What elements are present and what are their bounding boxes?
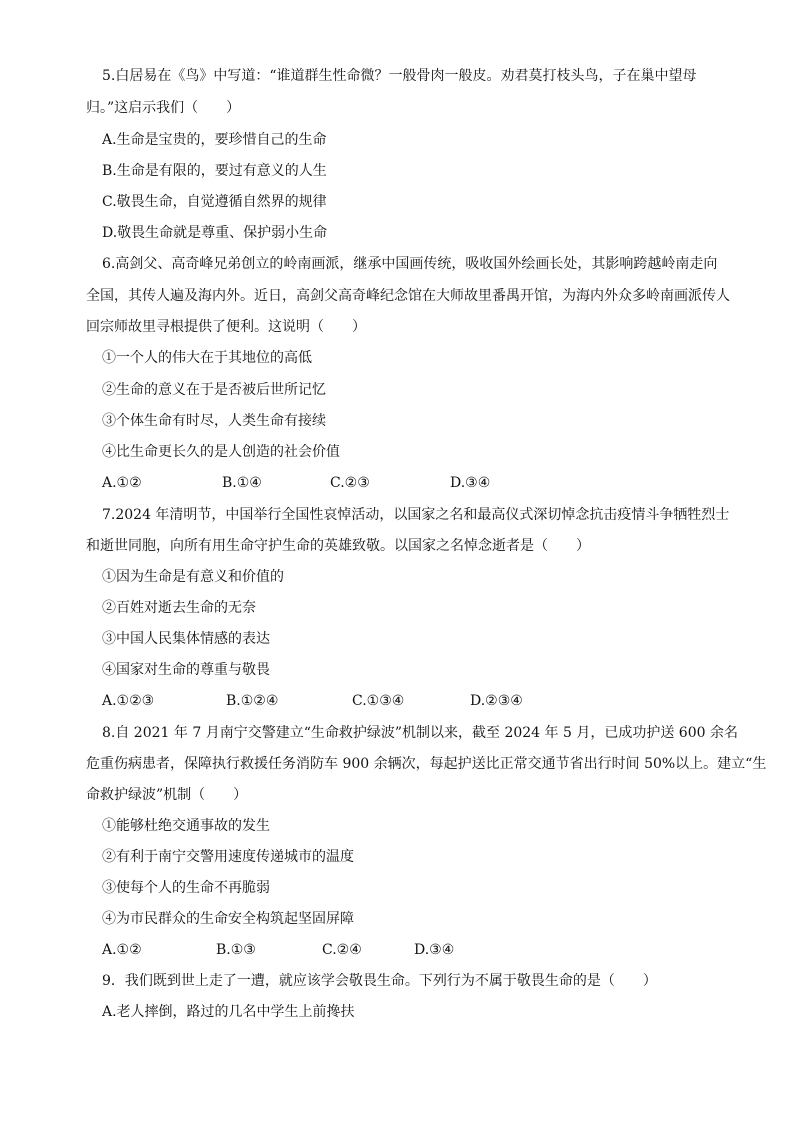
q6-choice-d: D.③④ — [450, 475, 491, 491]
q8-statement-2: ②有利于南宁交警用速度传递城市的温度 — [102, 849, 354, 865]
q8-stem-line-3: 命救护绿波”机制（ ） — [86, 787, 248, 803]
q7-choices — [0, 691, 794, 711]
q9-option-a: A.老人摔倒，路过的几名中学生上前搀扶 — [102, 1004, 355, 1020]
q7-statement-3: ③中国人民集体情感的表达 — [102, 631, 270, 647]
q7-choice-a: A.①②③ — [102, 693, 155, 709]
q5-stem-line-1: 5.白居易在《鸟》中写道：“谁道群生性命微？一般骨肉一般皮。劝君莫打枝头鸟，子在巢中望母 — [102, 68, 697, 84]
q6-stem-line-3: 回宗师故里寻根提供了便利。这说明（ ） — [86, 319, 366, 335]
q7-statement-2: ②百姓对逝去生命的无奈 — [102, 600, 256, 616]
q7-stem-line-1: 7.2024 年清明节，中国举行全国性哀悼活动，以国家之名和最高仪式深切悼念抗击疫情斗争牺牲烈士 — [102, 507, 730, 523]
q6-statement-3: ③个体生命有时尽，人类生命有接续 — [102, 413, 326, 429]
q6-choice-a: A.①② — [102, 475, 142, 491]
q9-stem-line-1: 9．我们既到世上走了一遭，就应该学会敬畏生命。下列行为不属于敬畏生命的是（ ） — [102, 973, 657, 989]
q5-option-c: C.敬畏生命，自觉遵循自然界的规律 — [102, 194, 327, 210]
q8-statement-1: ①能够杜绝交通事故的发生 — [102, 818, 270, 834]
q6-statement-4: ④比生命更长久的是人创造的社会价值 — [102, 444, 340, 460]
q5-stem-line-2: 归。”这启示我们（ ） — [86, 100, 241, 116]
q5-option-d: D.敬畏生命就是尊重、保护弱小生命 — [102, 225, 328, 241]
q6-stem-line-2: 全国，其传人遍及海内外。近日，高剑父高奇峰纪念馆在大师故里番禺开馆，为海内外众多岭南画派传人 — [86, 288, 730, 304]
q8-choice-c: C.②④ — [322, 942, 362, 958]
q6-statement-2: ②生命的意义在于是否被后世所记忆 — [102, 382, 326, 398]
q7-choice-d: D.②③④ — [470, 693, 523, 709]
q8-choice-a: A.①② — [102, 942, 142, 958]
q6-choice-c: C.②③ — [330, 475, 370, 491]
q8-stem-line-1: 8.自 2021 年 7 月南宁交警建立“生命救护绿波”机制以来，截至 2024 年 5 月，已成功护送 600 余名 — [102, 725, 738, 741]
q7-statement-1: ①因为生命是有意义和价值的 — [102, 569, 284, 585]
q6-statement-1: ①一个人的伟大在于其地位的高低 — [102, 350, 312, 366]
q8-choices — [0, 940, 794, 960]
q8-statement-4: ④为市民群众的生命安全构筑起坚固屏障 — [102, 911, 354, 927]
q7-statement-4: ④国家对生命的尊重与敬畏 — [102, 662, 270, 678]
q5-option-a: A.生命是宝贵的，要珍惜自己的生命 — [102, 132, 327, 148]
q7-choice-b: B.①②④ — [226, 693, 279, 709]
q6-stem-line-1: 6.高剑父、高奇峰兄弟创立的岭南画派，继承中国画传统，吸收国外绘画长处，其影响跨越岭南走向 — [102, 256, 718, 272]
q8-choice-b: B.①③ — [216, 942, 256, 958]
q7-stem-line-2: 和逝世同胞，向所有用生命守护生命的英雄致敬。以国家之名悼念逝者是（ ） — [86, 538, 590, 554]
q8-statement-3: ③使每个人的生命不再脆弱 — [102, 880, 270, 896]
q5-option-b: B.生命是有限的，要过有意义的人生 — [102, 163, 327, 179]
q8-choice-d: D.③④ — [414, 942, 455, 958]
q7-choice-c: C.①③④ — [352, 693, 405, 709]
q6-choices — [0, 473, 794, 493]
q8-stem-line-2: 危重伤病患者，保障执行救援任务消防车 900 余辆次，每起护送比正常交通节省出行时间 50%以上。建立“生 — [86, 756, 767, 772]
q6-choice-b: B.①④ — [222, 475, 262, 491]
